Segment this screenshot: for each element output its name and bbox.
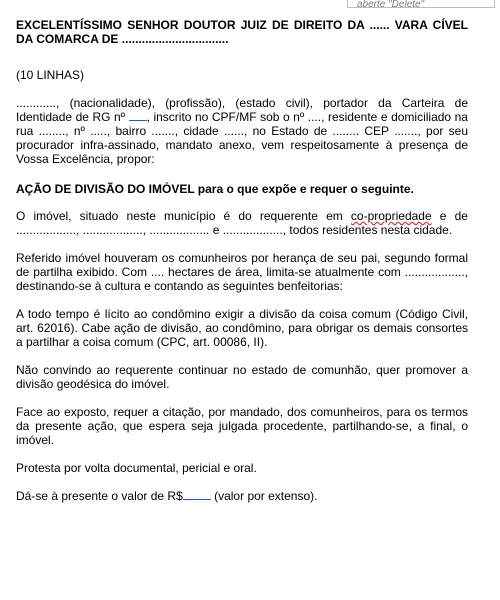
property-part2: e de .................., .................., .................. e .................., todos residentes nesta cidade.: [16, 209, 468, 237]
top-tab-hint: aberte "Delete": [347, 0, 495, 8]
document-header: EXCELENTÍSSIMO SENHOR DOUTOR JUIZ DE DIREITO DA ...... VARA CÍVEL DA COMARCA DE ................................: [16, 18, 468, 46]
paragraph-face: Face ao exposto, requer a citação, por mandado, dos comunheiros, para os termos da presente ação, que espera seja julgada procedente, partilhando-se, a final, o imóvel.: [16, 405, 468, 447]
value-amount-blank[interactable]: [183, 489, 211, 500]
document-body: [16, 18, 468, 503]
action-title: AÇÃO DE DIVISÃO DO IMÓVEL para o que expõe e requer o seguinte.: [16, 182, 414, 196]
value-part1: Dá-se à presente o valor de R$: [16, 489, 183, 503]
qualification-part1: ............, (nacionalidade), (profissão), (estado civil), portador da Carteira de Identidade de RG nº: [16, 96, 468, 124]
paragraph-todo-tempo: A todo tempo é lícito ao condômino exigir a divisão da coisa comum (Código Civil, art. 62016). Cabe ação de divisão, ao condômino, para obrigar os demais consortes a partilhar a coisa comum (CPC, art. 00086, II).: [16, 307, 468, 349]
spacer-note: (10 LINHAS): [16, 68, 85, 82]
spellcheck-flagged-word[interactable]: co-propriedade: [350, 209, 432, 223]
property-part1: O imóvel, situado neste município é do requerente em: [16, 209, 351, 223]
paragraph-referido: Referido imóvel houveram os comunheiros por herança de seu pai, segundo formal de partilha exibido. Com .... hectares de área, limita-se atualmente com .................., destinando-se à cultura e contando as seguintes benfeitorias:: [16, 251, 468, 293]
property-paragraph: [16, 209, 468, 237]
value-part2: (valor por extenso).: [210, 489, 318, 503]
paragraph-protesta: Protesta por volta documental, pericial e oral.: [16, 461, 257, 475]
qualification-paragraph: [16, 96, 468, 166]
paragraph-nao-convindo: Não convindo ao requerente continuar no estado de comunhão, quer promover a divisão geodésica do imóvel.: [16, 363, 468, 391]
rg-number-blank[interactable]: [129, 110, 147, 121]
qualification-part2: , inscrito no CPF/MF sob o nº ...., residente e domiciliado na rua ........, nº ....., bairro ......., cidade ......, no Estado de ........ CEP ......., por seu procurador infra-assinado, mandato anexo, vem respeitosamente à presença de Vossa Excelência, propor:: [16, 110, 468, 166]
value-paragraph: [16, 489, 468, 503]
